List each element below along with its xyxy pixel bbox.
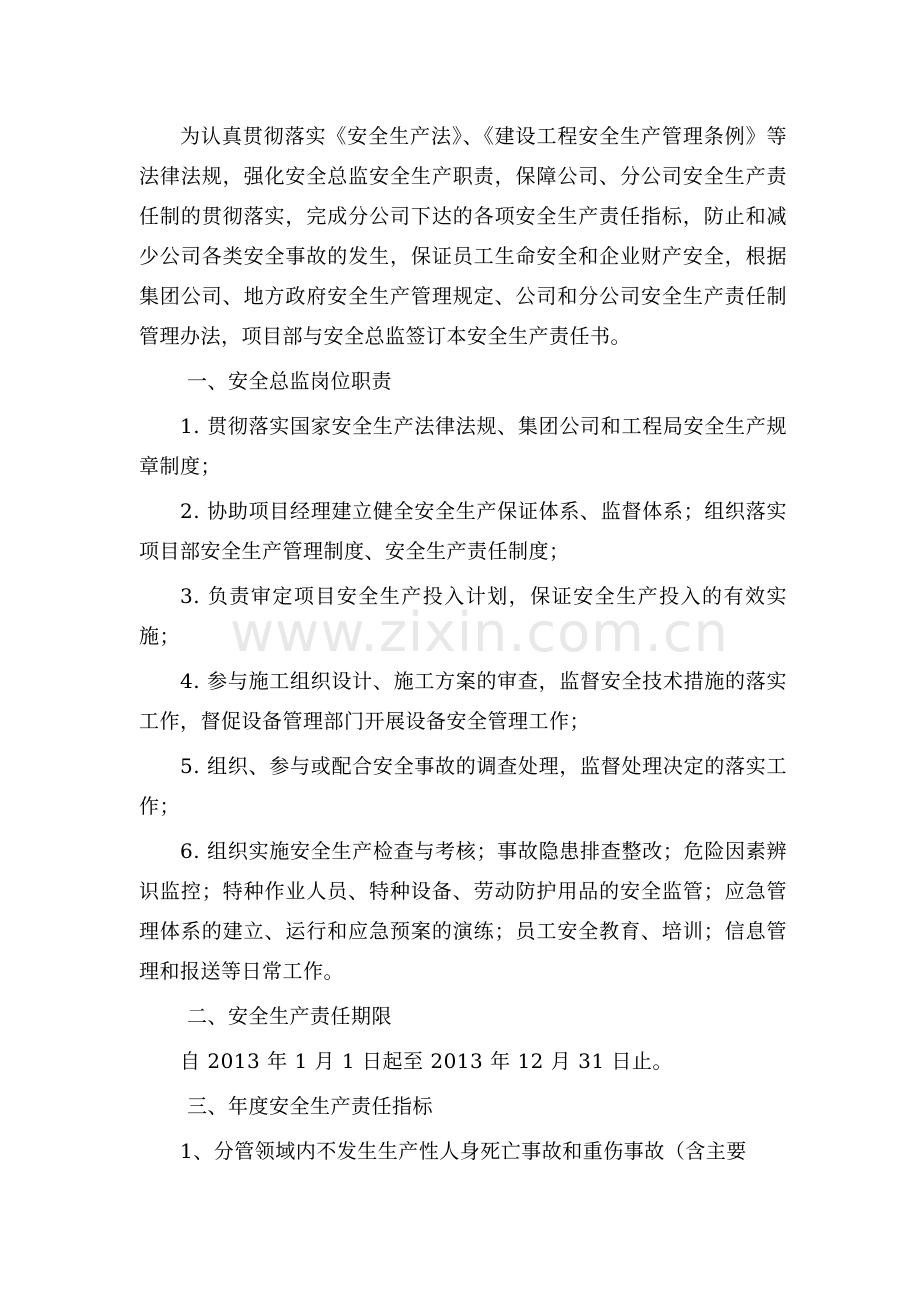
duty-item-2: 2. 协助项目经理建立健全安全生产保证体系、监督体系；组织落实项目部安全生产管理制度、安全生产责任制度； — [139, 499, 787, 563]
document-body — [139, 116, 787, 1176]
section-heading-duties: 一、安全总监岗位职责 — [187, 369, 392, 393]
duty-item-4: 4. 参与施工组织设计、施工方案的审查，监督安全技术措施的落实工作，督促设备管理部门开展设备安全管理工作； — [139, 669, 787, 733]
duty-item-3: 3. 负责审定项目安全生产投入计划，保证安全生产投入的有效实施； — [139, 584, 787, 648]
duty-item-6: 6. 组织实施安全生产检查与考核；事故隐患排查整改；危险因素辨识监控；特种作业人员、特种设备、劳动防护用品的安全监管；应急管理体系的建立、运行和应急预案的演练；员工安全教育、培训；信息管理和报送等日常工作。 — [139, 839, 787, 983]
intro-paragraph: 为认真贯彻落实《安全生产法》、《建设工程安全生产管理条例》等法律法规，强化安全总监安全生产职责，保障公司、分公司安全生产责任制的贯彻落实，完成分公司下达的各项安全生产责任指标，防止和减少公司各类安全事故的发生，保证员工生命安全和企业财产安全，根据集团公司、地方政府安全生产管理规定、公司和分公司安全生产责任制管理办法，项目部与安全总监签订本安全生产责任书。 — [139, 124, 787, 348]
section-heading-targets: 三、年度安全生产责任指标 — [187, 1094, 433, 1118]
duty-item-5: 5. 组织、参与或配合安全事故的调查处理，监督处理决定的落实工作； — [139, 754, 787, 818]
duty-item-1: 1. 贯彻落实国家安全生产法律法规、集团公司和工程局安全生产规章制度； — [139, 414, 787, 478]
term-paragraph: 自 2013 年 1 月 1 日起至 2013 年 12 月 31 日止。 — [180, 1049, 673, 1073]
target-item-1: 1、分管领域内不发生生产性人身死亡事故和重伤事故（含主要 — [180, 1139, 747, 1163]
watermark: www.zixin.com.cn — [230, 601, 729, 664]
section-heading-term: 二、安全生产责任期限 — [187, 1004, 392, 1028]
